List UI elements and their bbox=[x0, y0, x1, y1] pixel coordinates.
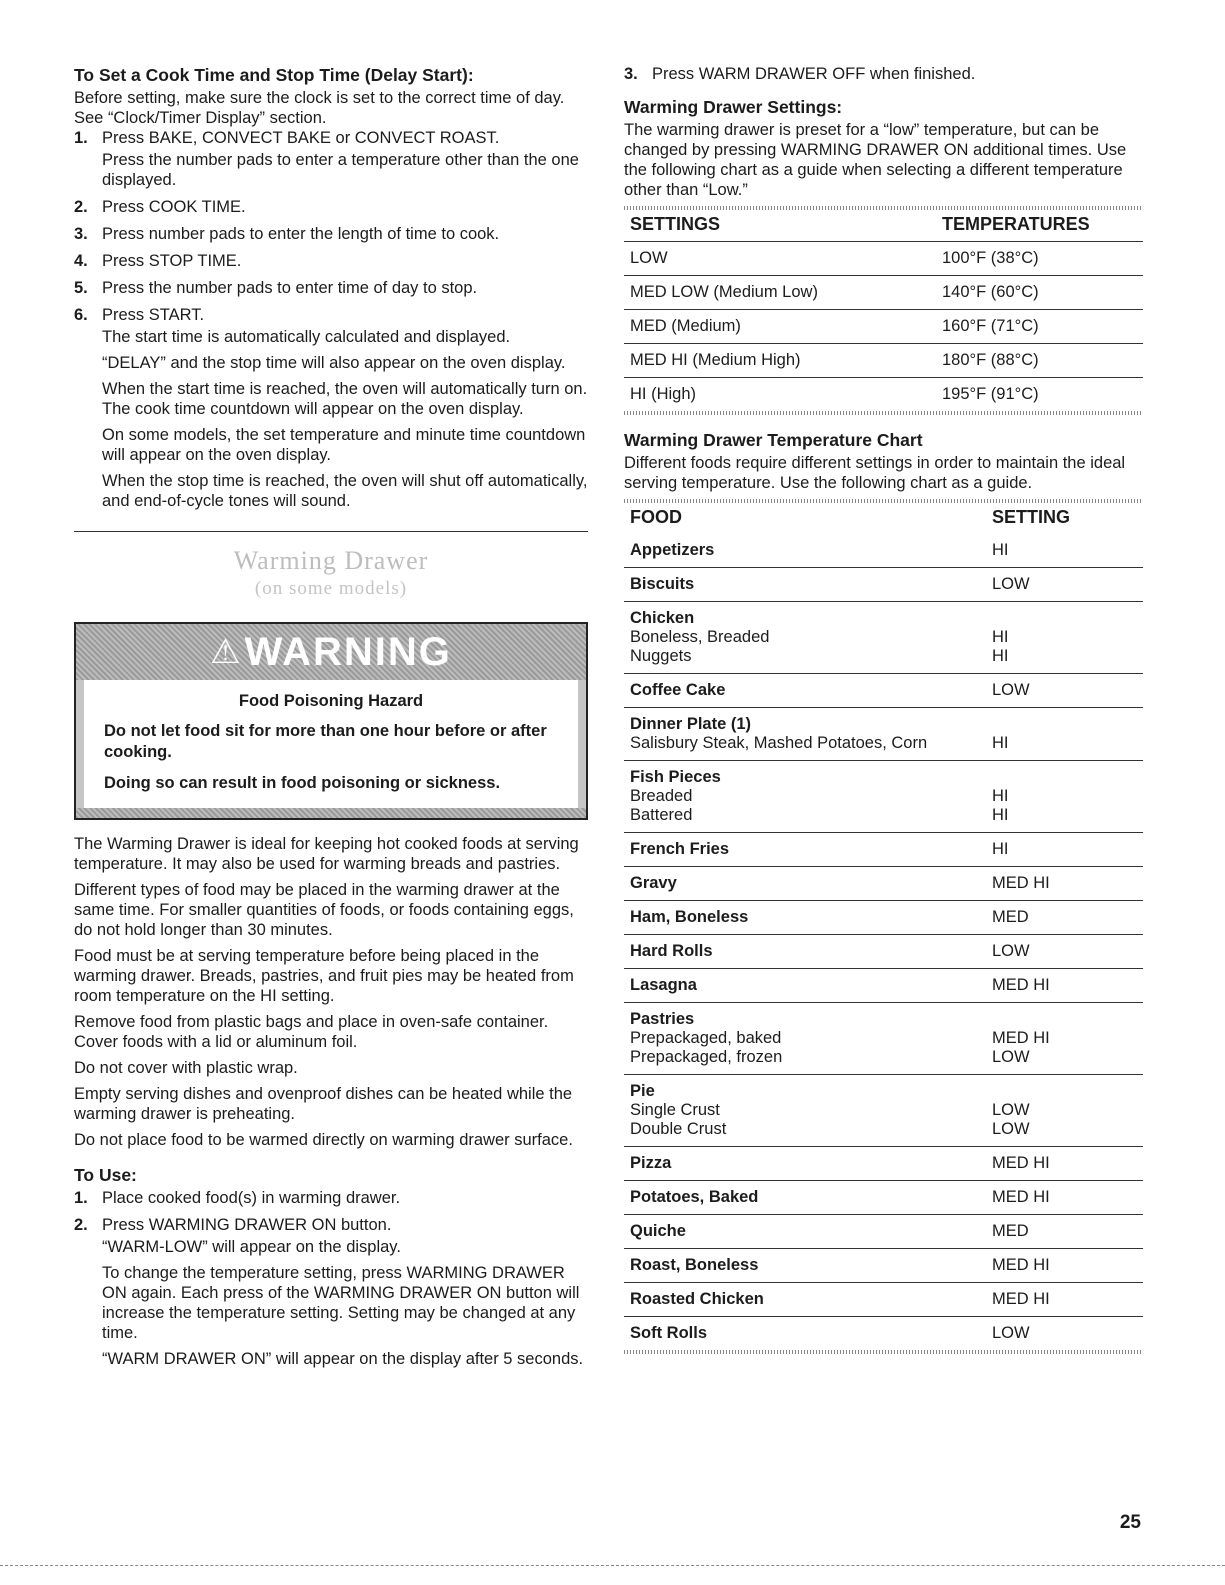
header-cell: TEMPERATURES bbox=[936, 210, 1143, 242]
warming-drawer-section-title bbox=[74, 546, 588, 600]
to-use-steps bbox=[74, 1188, 588, 1369]
step-number: 6. bbox=[74, 306, 88, 324]
food-name: Pizza bbox=[630, 1154, 672, 1172]
warning-hazard: Food Poisoning Hazard bbox=[238, 692, 424, 710]
setting-value: HI bbox=[992, 541, 1009, 559]
food-name: Fish Pieces bbox=[630, 768, 721, 786]
setting-cell bbox=[986, 1317, 1143, 1351]
food-name: Pastries bbox=[630, 1010, 695, 1028]
food-subitem: Nuggets bbox=[630, 647, 692, 665]
dotted-rule bbox=[624, 411, 1143, 415]
food-table bbox=[624, 503, 1143, 1350]
food-cell bbox=[624, 833, 986, 867]
food-subitem: Battered bbox=[630, 806, 693, 824]
setting-value: LOW bbox=[992, 1120, 1030, 1138]
page-bottom-rule bbox=[0, 1565, 1225, 1566]
delay-start-intro: Before setting, make sure the clock is set to the correct time of day. See “Clock/Timer Display” section. bbox=[74, 89, 565, 127]
table-row bbox=[624, 969, 1143, 1003]
table-cell: 180°F (88°C) bbox=[936, 344, 1143, 378]
setting-value: MED HI bbox=[992, 1154, 1050, 1172]
table-row bbox=[624, 344, 1143, 378]
food-name: Biscuits bbox=[630, 575, 695, 593]
setting-value: MED bbox=[992, 908, 1029, 926]
setting-cell bbox=[986, 969, 1143, 1003]
food-name: Potatoes, Baked bbox=[630, 1188, 759, 1206]
setting-cell bbox=[986, 1003, 1143, 1075]
step-note: “DELAY” and the stop time will also appear on the oven display. bbox=[102, 354, 566, 372]
step-number: 2. bbox=[74, 1216, 88, 1234]
warning-body bbox=[76, 680, 586, 808]
food-subitem: Breaded bbox=[630, 787, 693, 805]
section-divider bbox=[74, 531, 588, 532]
table-row bbox=[624, 242, 1143, 276]
step-item bbox=[624, 64, 1143, 84]
section-title-text: Warming Drawer bbox=[233, 546, 429, 575]
food-cell bbox=[624, 901, 986, 935]
temperature-chart-intro: Different foods require different settings in order to maintain the ideal serving temperature. Use the following chart as a guide. bbox=[624, 454, 1126, 492]
setting-cell bbox=[986, 1181, 1143, 1215]
header-cell: SETTING bbox=[992, 507, 1071, 527]
food-subitem: Salisbury Steak, Mashed Potatoes, Corn bbox=[630, 734, 928, 752]
food-subitem: Boneless, Breaded bbox=[630, 628, 770, 646]
paragraph: Remove food from plastic bags and place in oven-safe container. Cover foods with a lid or aluminum foil. bbox=[74, 1013, 549, 1051]
step-item bbox=[74, 224, 588, 244]
step-note: “WARM DRAWER ON” will appear on the display after 5 seconds. bbox=[102, 1350, 584, 1368]
step-note: When the start time is reached, the oven will automatically turn on. The cook time countdown will appear on the oven display. bbox=[102, 380, 588, 418]
setting-cell bbox=[986, 867, 1143, 901]
food-cell bbox=[624, 1075, 986, 1147]
food-name: Gravy bbox=[630, 874, 677, 892]
setting-value: LOW bbox=[992, 575, 1030, 593]
table-cell: LOW bbox=[624, 242, 936, 276]
table-row bbox=[624, 901, 1143, 935]
table-row bbox=[624, 1003, 1143, 1075]
paragraph: The Warming Drawer is ideal for keeping hot cooked foods at serving temperature. It may also be used for warming breads and pastries. bbox=[74, 835, 579, 873]
setting-cell bbox=[986, 1147, 1143, 1181]
warning-line: Do not let food sit for more than one hour before or after cooking. bbox=[104, 722, 547, 761]
table-row bbox=[624, 1075, 1143, 1147]
setting-value: HI bbox=[992, 647, 1009, 665]
food-cell bbox=[624, 674, 986, 708]
right-column bbox=[624, 64, 1143, 1354]
step-item bbox=[74, 197, 588, 217]
warming-drawer-paragraphs bbox=[74, 834, 588, 1150]
table-row bbox=[624, 310, 1143, 344]
setting-cell bbox=[986, 1075, 1143, 1147]
setting-cell bbox=[986, 602, 1143, 674]
table-row bbox=[624, 1283, 1143, 1317]
food-subitem: Prepackaged, frozen bbox=[630, 1048, 783, 1066]
table-row bbox=[624, 602, 1143, 674]
table-cell: 160°F (71°C) bbox=[936, 310, 1143, 344]
table-row bbox=[624, 276, 1143, 310]
table-cell: MED LOW (Medium Low) bbox=[624, 276, 936, 310]
table-row bbox=[624, 935, 1143, 969]
table-cell: 195°F (91°C) bbox=[942, 385, 1039, 403]
step-number: 1. bbox=[74, 129, 88, 147]
food-cell bbox=[624, 568, 986, 602]
setting-value: HI bbox=[992, 628, 1009, 646]
setting-cell bbox=[986, 761, 1143, 833]
warning-box bbox=[74, 622, 588, 820]
table-row bbox=[624, 833, 1143, 867]
food-cell bbox=[624, 969, 986, 1003]
food-name: Hard Rolls bbox=[630, 942, 713, 960]
food-name: Coffee Cake bbox=[630, 681, 726, 699]
table-row bbox=[624, 1181, 1143, 1215]
paragraph: Empty serving dishes and ovenproof dishes can be heated while the warming drawer is preheating. bbox=[74, 1085, 573, 1123]
setting-value: MED HI bbox=[992, 1188, 1050, 1206]
dotted-rule bbox=[624, 1350, 1143, 1354]
food-cell bbox=[624, 1215, 986, 1249]
left-column bbox=[74, 64, 588, 1369]
table-cell: MED (Medium) bbox=[624, 310, 936, 344]
setting-value: LOW bbox=[992, 1324, 1030, 1342]
table-row bbox=[624, 867, 1143, 901]
setting-cell bbox=[986, 568, 1143, 602]
step-number: 5. bbox=[74, 279, 88, 297]
food-cell bbox=[624, 1181, 986, 1215]
delay-start-steps bbox=[74, 128, 588, 511]
food-cell bbox=[624, 602, 986, 674]
step-number: 3. bbox=[624, 65, 638, 83]
header-cell: FOOD bbox=[630, 507, 682, 527]
step-note: The start time is automatically calculated and displayed. bbox=[102, 328, 511, 346]
step-note: On some models, the set temperature and minute time countdown will appear on the oven display. bbox=[102, 426, 586, 464]
food-cell bbox=[624, 534, 986, 568]
step-item bbox=[74, 305, 588, 325]
table-row bbox=[624, 674, 1143, 708]
setting-value: MED HI bbox=[992, 1290, 1050, 1308]
step-note: Press the number pads to enter a temperature other than the one displayed. bbox=[102, 151, 579, 189]
warning-footer-band bbox=[76, 808, 586, 818]
step-number: 4. bbox=[74, 252, 88, 270]
food-cell bbox=[624, 935, 986, 969]
settings-table-header bbox=[624, 210, 1143, 242]
food-cell bbox=[624, 867, 986, 901]
setting-spacer bbox=[992, 1082, 1137, 1101]
setting-value: HI bbox=[992, 806, 1009, 824]
warming-settings-intro: The warming drawer is preset for a “low” temperature, but can be changed by pressing WARMING DRAWER ON additional times. Use the following chart as a guide when selecting a different temperature other than “Low.” bbox=[624, 121, 1127, 199]
delay-start-heading: To Set a Cook Time and Stop Time (Delay Start): bbox=[74, 65, 474, 85]
step-text: Press number pads to enter the length of time to cook. bbox=[102, 225, 500, 243]
step-text: Press the number pads to enter time of day to stop. bbox=[102, 279, 478, 297]
setting-value: HI bbox=[992, 787, 1009, 805]
setting-value: HI bbox=[992, 840, 1009, 858]
food-name: Dinner Plate (1) bbox=[630, 715, 752, 733]
setting-cell bbox=[986, 534, 1143, 568]
food-name: Quiche bbox=[630, 1222, 686, 1240]
setting-value: LOW bbox=[992, 1048, 1030, 1066]
warning-banner-text: WARNING bbox=[244, 629, 452, 674]
table-row bbox=[624, 378, 1143, 412]
setting-spacer bbox=[992, 1010, 1137, 1029]
step-item bbox=[74, 251, 588, 271]
setting-cell bbox=[986, 1215, 1143, 1249]
page-number: 25 bbox=[1119, 1512, 1141, 1533]
food-cell bbox=[624, 1147, 986, 1181]
table-row bbox=[624, 708, 1143, 761]
table-cell: HI (High) bbox=[630, 385, 697, 403]
food-table-header bbox=[624, 503, 1143, 534]
step-number: 1. bbox=[74, 1189, 88, 1207]
setting-spacer bbox=[992, 715, 1137, 734]
food-cell bbox=[624, 1249, 986, 1283]
setting-cell bbox=[986, 1249, 1143, 1283]
step-text: Press COOK TIME. bbox=[102, 198, 246, 216]
setting-value: LOW bbox=[992, 681, 1030, 699]
setting-value: HI bbox=[992, 734, 1009, 752]
setting-value: MED HI bbox=[992, 1256, 1050, 1274]
step-text: Press WARMING DRAWER ON button. bbox=[102, 1216, 392, 1234]
setting-cell bbox=[986, 935, 1143, 969]
paragraph: Do not place food to be warmed directly on warming drawer surface. bbox=[74, 1131, 573, 1149]
table-row bbox=[624, 1249, 1143, 1283]
setting-cell bbox=[986, 901, 1143, 935]
setting-value: MED HI bbox=[992, 1029, 1050, 1047]
food-name: Ham, Boneless bbox=[630, 908, 749, 926]
setting-value: LOW bbox=[992, 1101, 1030, 1119]
food-cell bbox=[624, 708, 986, 761]
settings-table bbox=[624, 210, 1143, 411]
food-subitem: Double Crust bbox=[630, 1120, 727, 1138]
step-number: 2. bbox=[74, 198, 88, 216]
setting-cell bbox=[986, 674, 1143, 708]
food-name: Roasted Chicken bbox=[630, 1290, 764, 1308]
setting-cell bbox=[986, 833, 1143, 867]
warning-banner bbox=[76, 624, 586, 680]
setting-cell bbox=[986, 1283, 1143, 1317]
step-note: To change the temperature setting, press WARMING DRAWER ON again. Each press of the WARMING DRAWER ON button will increase the temperature setting. Setting may be changed at any time. bbox=[102, 1264, 580, 1342]
setting-value: MED bbox=[992, 1222, 1029, 1240]
food-name: Appetizers bbox=[630, 541, 715, 559]
step-item bbox=[74, 128, 588, 148]
food-cell bbox=[624, 1283, 986, 1317]
food-name: Pie bbox=[630, 1082, 655, 1100]
step-note: “WARM-LOW” will appear on the display. bbox=[102, 1238, 401, 1256]
warning-line: Doing so can result in food poisoning or sickness. bbox=[104, 774, 501, 792]
warning-triangle-icon: ⚠ bbox=[210, 633, 243, 671]
paragraph: Different types of food may be placed in the warming drawer at the same time. For smaller quantities of foods, or foods containing eggs, do not hold longer than 30 minutes. bbox=[74, 881, 574, 939]
table-row bbox=[624, 761, 1143, 833]
food-subitem: Single Crust bbox=[630, 1101, 720, 1119]
table-row bbox=[624, 1215, 1143, 1249]
table-row bbox=[624, 1147, 1143, 1181]
step-text: Press START. bbox=[102, 306, 205, 324]
step-item bbox=[74, 1188, 588, 1208]
food-name: Soft Rolls bbox=[630, 1324, 707, 1342]
setting-cell bbox=[986, 708, 1143, 761]
header-cell: SETTINGS bbox=[624, 210, 936, 242]
step-text: Press STOP TIME. bbox=[102, 252, 242, 270]
step-note: When the stop time is reached, the oven will shut off automatically, and end-of-cycle tones will sound. bbox=[102, 472, 588, 510]
food-table-body bbox=[624, 534, 1143, 1350]
section-subtitle-text: (on some models) bbox=[254, 578, 408, 599]
table-cell: 100°F (38°C) bbox=[936, 242, 1143, 276]
food-name: Lasagna bbox=[630, 976, 697, 994]
setting-value: MED HI bbox=[992, 874, 1050, 892]
step-number: 3. bbox=[74, 225, 88, 243]
paragraph: Do not cover with plastic wrap. bbox=[74, 1059, 298, 1077]
table-cell: 140°F (60°C) bbox=[936, 276, 1143, 310]
setting-spacer bbox=[992, 609, 1137, 628]
food-cell bbox=[624, 1003, 986, 1075]
setting-value: MED HI bbox=[992, 976, 1050, 994]
food-cell bbox=[624, 1317, 986, 1351]
table-row bbox=[624, 1317, 1143, 1351]
setting-value: LOW bbox=[992, 942, 1030, 960]
food-name: Roast, Boneless bbox=[630, 1256, 759, 1274]
step-item bbox=[74, 1215, 588, 1235]
paragraph: Food must be at serving temperature before being placed in the warming drawer. Breads, pastries, and fruit pies may be heated from room temperature on the HI setting. bbox=[74, 947, 574, 1005]
food-subitem: Prepackaged, baked bbox=[630, 1029, 782, 1047]
warming-settings-heading: Warming Drawer Settings: bbox=[624, 97, 843, 117]
temperature-chart-heading: Warming Drawer Temperature Chart bbox=[624, 430, 923, 450]
table-row bbox=[624, 568, 1143, 602]
food-cell bbox=[624, 761, 986, 833]
table-cell: MED HI (Medium High) bbox=[624, 344, 936, 378]
step-text: Place cooked food(s) in warming drawer. bbox=[102, 1189, 401, 1207]
setting-spacer bbox=[992, 768, 1137, 787]
food-name: French Fries bbox=[630, 840, 730, 858]
step-text: Press WARM DRAWER OFF when finished. bbox=[652, 65, 976, 83]
step-item bbox=[74, 278, 588, 298]
table-row bbox=[624, 534, 1143, 568]
to-use-heading: To Use: bbox=[74, 1165, 137, 1185]
step-text: Press BAKE, CONVECT BAKE or CONVECT ROAST. bbox=[102, 129, 500, 147]
food-name: Chicken bbox=[630, 609, 695, 627]
